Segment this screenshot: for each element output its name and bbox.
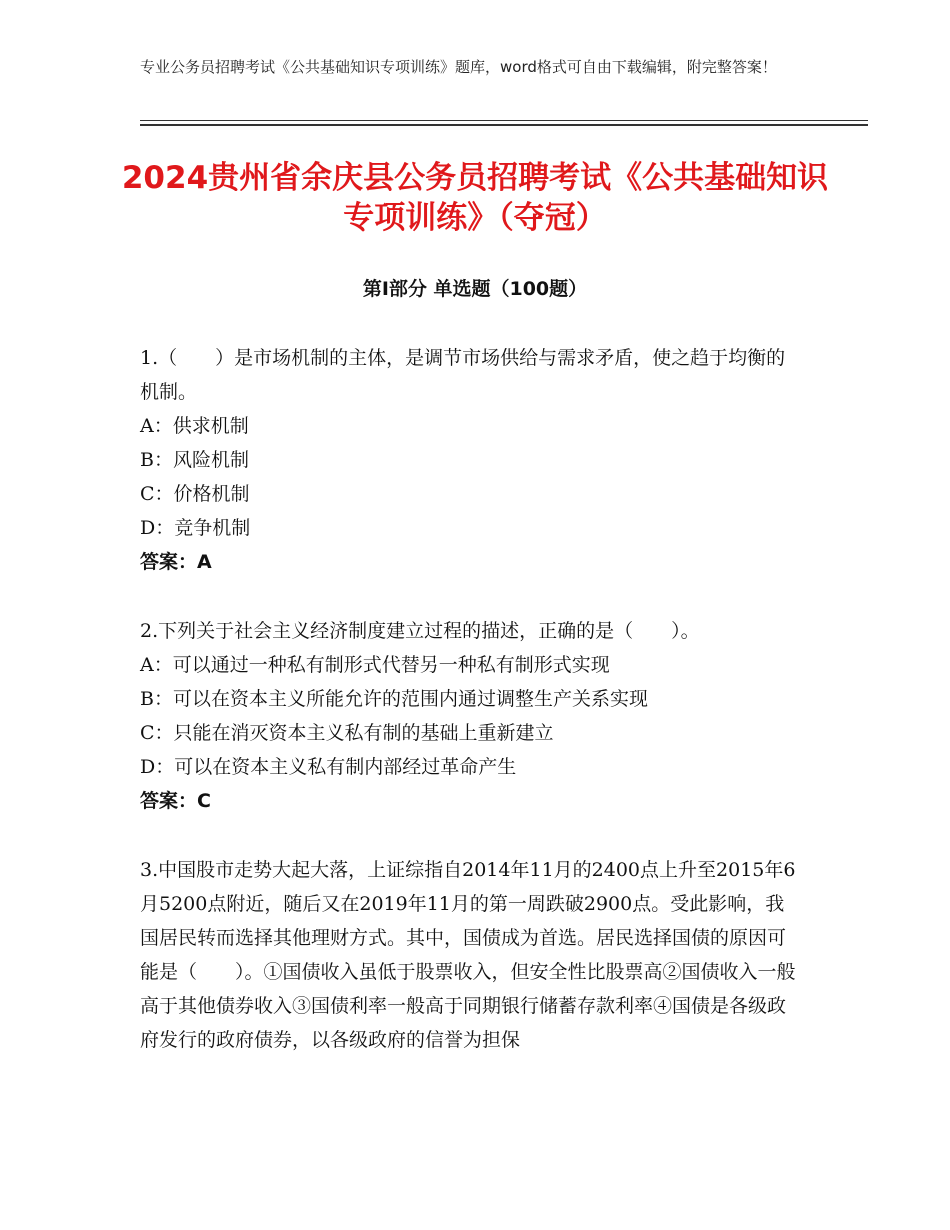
header-divider-thick [140,124,868,126]
question-stem: 2.下列关于社会主义经济制度建立过程的描述，正确的是（ ）。 [140,620,700,642]
option-a: A：供求机制 [140,415,249,437]
option-b: B：可以在资本主义所能允许的范围内通过调整生产关系实现 [140,688,648,710]
answer: 答案：A [140,551,212,573]
header-note: 专业公务员招聘考试《公共基础知识专项训练》题库，word格式可自由下载编辑，附完整答案！ [140,58,777,76]
option-d: D：竞争机制 [140,517,251,539]
header-divider-thin [140,120,868,121]
question-stem: 3.中国股市走势大起大落，上证综指自2014年11月的2400点上升至2015年6月5200点附近，随后又在2019年11月的第一周跌破2900点。受此影响，我国居民转而选择其他理财方式。其中，国债成为首选。居民选择国债的原因可能是（ ）。①国债收入虽低于股票收入，但安全性比股票高②国债收入一般高于其他债券收入③国债利率一般高于同期银行储蓄存款利率④国债是各级政府发行的政府债券，以各级政府的信誉为担保 [140,859,796,1051]
option-c: C：只能在消灭资本主义私有制的基础上重新建立 [140,722,554,744]
question-3 [140,853,800,1057]
option-c: C：价格机制 [140,483,250,505]
option-d: D：可以在资本主义私有制内部经过革命产生 [140,756,517,778]
question-1 [140,341,800,579]
document-title: 2024贵州省余庆县公务员招聘考试《公共基础知识专项训练》（夺冠） [121,160,829,236]
section-title: 第Ⅰ部分 单选题（100题） [362,278,588,300]
question-2 [140,614,800,818]
option-a: A：可以通过一种私有制形式代替另一种私有制形式实现 [140,654,610,676]
option-b: B：风险机制 [140,449,249,471]
question-stem: 1.（ ）是市场机制的主体，是调节市场供给与需求矛盾，使之趋于均衡的机制。 [140,347,786,403]
answer: 答案：C [140,790,211,812]
